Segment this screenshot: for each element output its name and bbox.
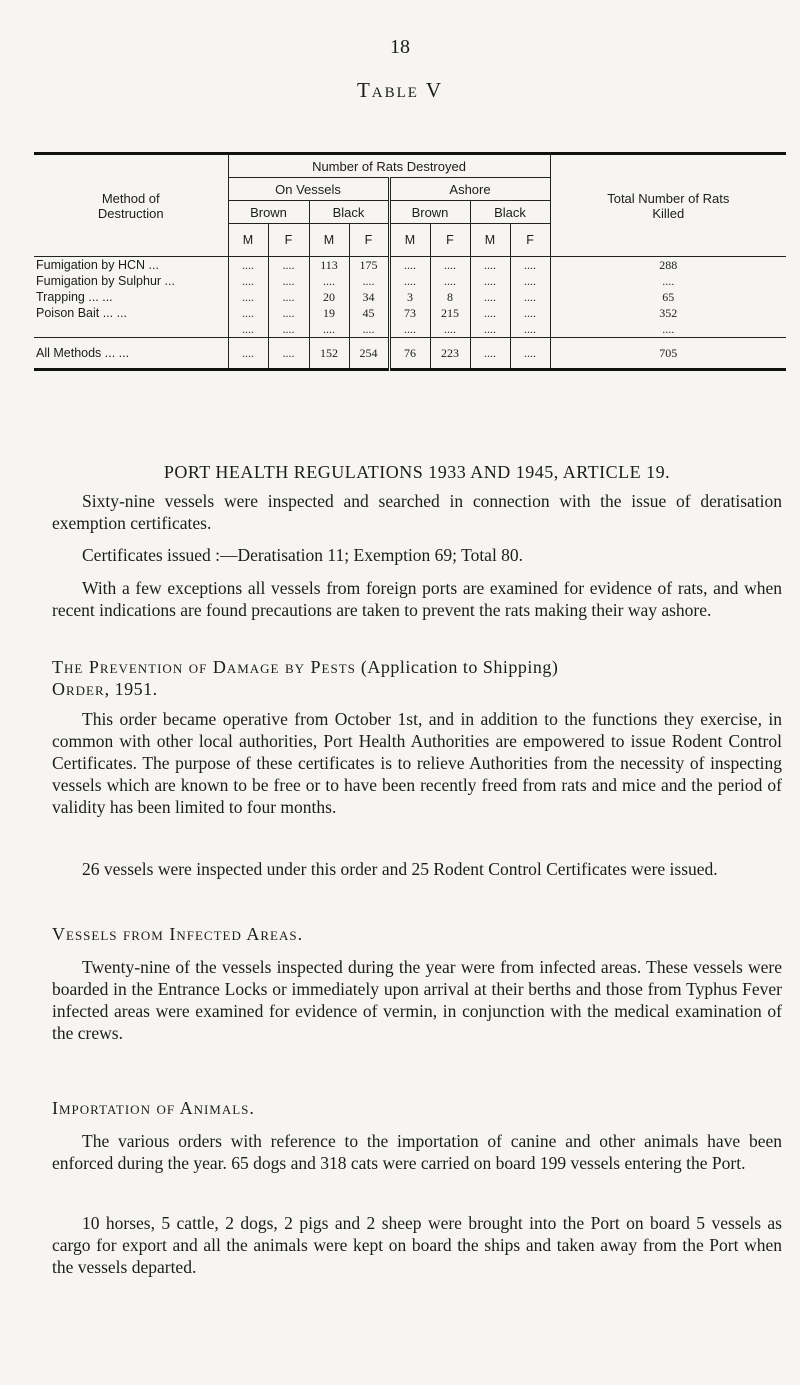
total-cell: 254 (349, 338, 389, 370)
table-cell: .... (268, 289, 309, 305)
page-number: 18 (390, 36, 410, 58)
table-cell: .... (510, 305, 550, 321)
total-row-label: All Methods ... ... (34, 338, 228, 370)
table-cell: .... (510, 289, 550, 305)
ashore-header: Ashore (389, 178, 550, 201)
table-cell: .... (228, 321, 268, 338)
table-cell: .... (470, 305, 510, 321)
sex-header-m: M (470, 224, 510, 257)
rats-destroyed-table (34, 152, 786, 371)
table-cell: .... (268, 273, 309, 289)
table-row (34, 321, 786, 338)
table-cell: 8 (430, 289, 470, 305)
table-cell: .... (349, 273, 389, 289)
row-total-cell: .... (550, 273, 786, 289)
vessels-black-header: Black (309, 201, 389, 224)
table-cell: .... (309, 273, 349, 289)
table-title: Table V (356, 78, 444, 102)
table-cell: 175 (349, 257, 389, 274)
sex-header-m: M (309, 224, 349, 257)
table-cell: .... (430, 273, 470, 289)
sex-header-f: F (430, 224, 470, 257)
vessels-brown-header: Brown (228, 201, 309, 224)
section-heading-infected-areas: Vessels from Infected Areas. (52, 924, 304, 944)
table-cell: 19 (309, 305, 349, 321)
paragraph: Sixty-nine vessels were inspected and searched in connection with the issue of deratisation exemption certificates. (52, 491, 782, 533)
sex-header-m: M (389, 224, 430, 257)
row-label: Fumigation by Sulphur ... (36, 274, 175, 288)
table-row (34, 257, 786, 274)
total-cell: 76 (389, 338, 430, 370)
row-total-cell: 352 (550, 305, 786, 321)
method-header: Method of Destruction (34, 154, 228, 257)
table-row (34, 273, 786, 289)
ashore-black-header: Black (470, 201, 550, 224)
total-cell: .... (510, 338, 550, 370)
table-row (34, 289, 786, 305)
row-total-cell: 65 (550, 289, 786, 305)
sex-header-f: F (268, 224, 309, 257)
grand-total-cell: 705 (550, 338, 786, 370)
paragraph: Twenty-nine of the vessels inspected during the year were from infected areas. These vessels were boarded in the Entrance Locks or immediately upon arrival at their berths and those from Typhus Fever infected areas were examined for evidence of vermin, in conjunction with the medical examination of the crews. (52, 957, 782, 1043)
table-cell: .... (228, 257, 268, 274)
group-header: Number of Rats Destroyed (228, 154, 550, 178)
table-cell: .... (228, 273, 268, 289)
table-cell: .... (389, 321, 430, 338)
total-cell: 223 (430, 338, 470, 370)
section-heading-pests-order: The Prevention of Damage by Pests (Application to Shipping) Order, 1951. (52, 657, 559, 699)
row-label: Trapping ... ... (36, 290, 113, 304)
sex-header-f: F (510, 224, 550, 257)
on-vessels-header: On Vessels (228, 178, 389, 201)
table-cell: .... (228, 289, 268, 305)
table-cell: 20 (309, 289, 349, 305)
row-label (34, 321, 228, 338)
paragraph: The various orders with reference to the importation of canine and other animals have been enforced during the year. 65 dogs and 318 cats were carried on board 199 vessels entering the Port. (52, 1131, 782, 1173)
table-cell: 73 (389, 305, 430, 321)
table-cell: .... (389, 257, 430, 274)
table-cell: .... (349, 321, 389, 338)
table-cell: .... (510, 273, 550, 289)
table-cell: 45 (349, 305, 389, 321)
table-cell: 3 (389, 289, 430, 305)
table-cell: 34 (349, 289, 389, 305)
table-cell: .... (470, 321, 510, 338)
table-cell: .... (268, 305, 309, 321)
table-cell: .... (470, 273, 510, 289)
table-cell: .... (268, 257, 309, 274)
section-heading-port-health: PORT HEALTH REGULATIONS 1933 AND 1945, ARTICLE 19. (163, 462, 671, 482)
table-cell: .... (228, 305, 268, 321)
table-cell: .... (430, 321, 470, 338)
table-cell: .... (470, 289, 510, 305)
sex-header-f: F (349, 224, 389, 257)
row-label: Poison Bait ... ... (36, 306, 128, 320)
table-cell: .... (510, 321, 550, 338)
table-cell: .... (430, 257, 470, 274)
sex-header-m: M (228, 224, 268, 257)
paragraph: This order became operative from October 1st, and in addition to the functions they exercise, in common with other local authorities, Port Health Authorities are empowered to issue Rodent Control Certificates. The purpose of these certificates is to relieve Authorities from the necessity of inspecting vessels which are known to be free or to have been recently freed from rats and mice and the period of validity has been limited to four months. (52, 709, 782, 817)
table-cell: 113 (309, 257, 349, 274)
table-cell: .... (268, 321, 309, 338)
total-cell: .... (228, 338, 268, 370)
table-cell: .... (389, 273, 430, 289)
row-total-cell: 288 (550, 257, 786, 274)
section-heading-importation: Importation of Animals. (52, 1098, 255, 1118)
row-label: Fumigation by HCN ... (34, 257, 228, 274)
paragraph: 26 vessels were inspected under this order and 25 Rodent Control Certificates were issued. (82, 859, 718, 879)
paragraph: 10 horses, 5 cattle, 2 dogs, 2 pigs and 2 sheep were brought into the Port on board 5 vessels as cargo for export and all the animals were kept on board the ships and taken away from the Port when the vessels departed. (52, 1213, 782, 1277)
table-cell: 215 (430, 305, 470, 321)
total-header: Total Number of Rats Killed (550, 154, 786, 257)
total-cell: .... (268, 338, 309, 370)
paragraph: With a few exceptions all vessels from foreign ports are examined for evidence of rats, and when recent indications are found precautions are taken to prevent the rats making their way ashore. (52, 578, 782, 620)
ashore-brown-header: Brown (389, 201, 470, 224)
table-cell: .... (510, 257, 550, 274)
table-cell: .... (309, 321, 349, 338)
table-row (34, 305, 786, 321)
total-cell: 152 (309, 338, 349, 370)
paragraph: Certificates issued :—Deratisation 11; Exemption 69; Total 80. (82, 545, 524, 565)
total-cell: .... (470, 338, 510, 370)
table-cell: .... (470, 257, 510, 274)
row-total-cell: .... (550, 321, 786, 338)
